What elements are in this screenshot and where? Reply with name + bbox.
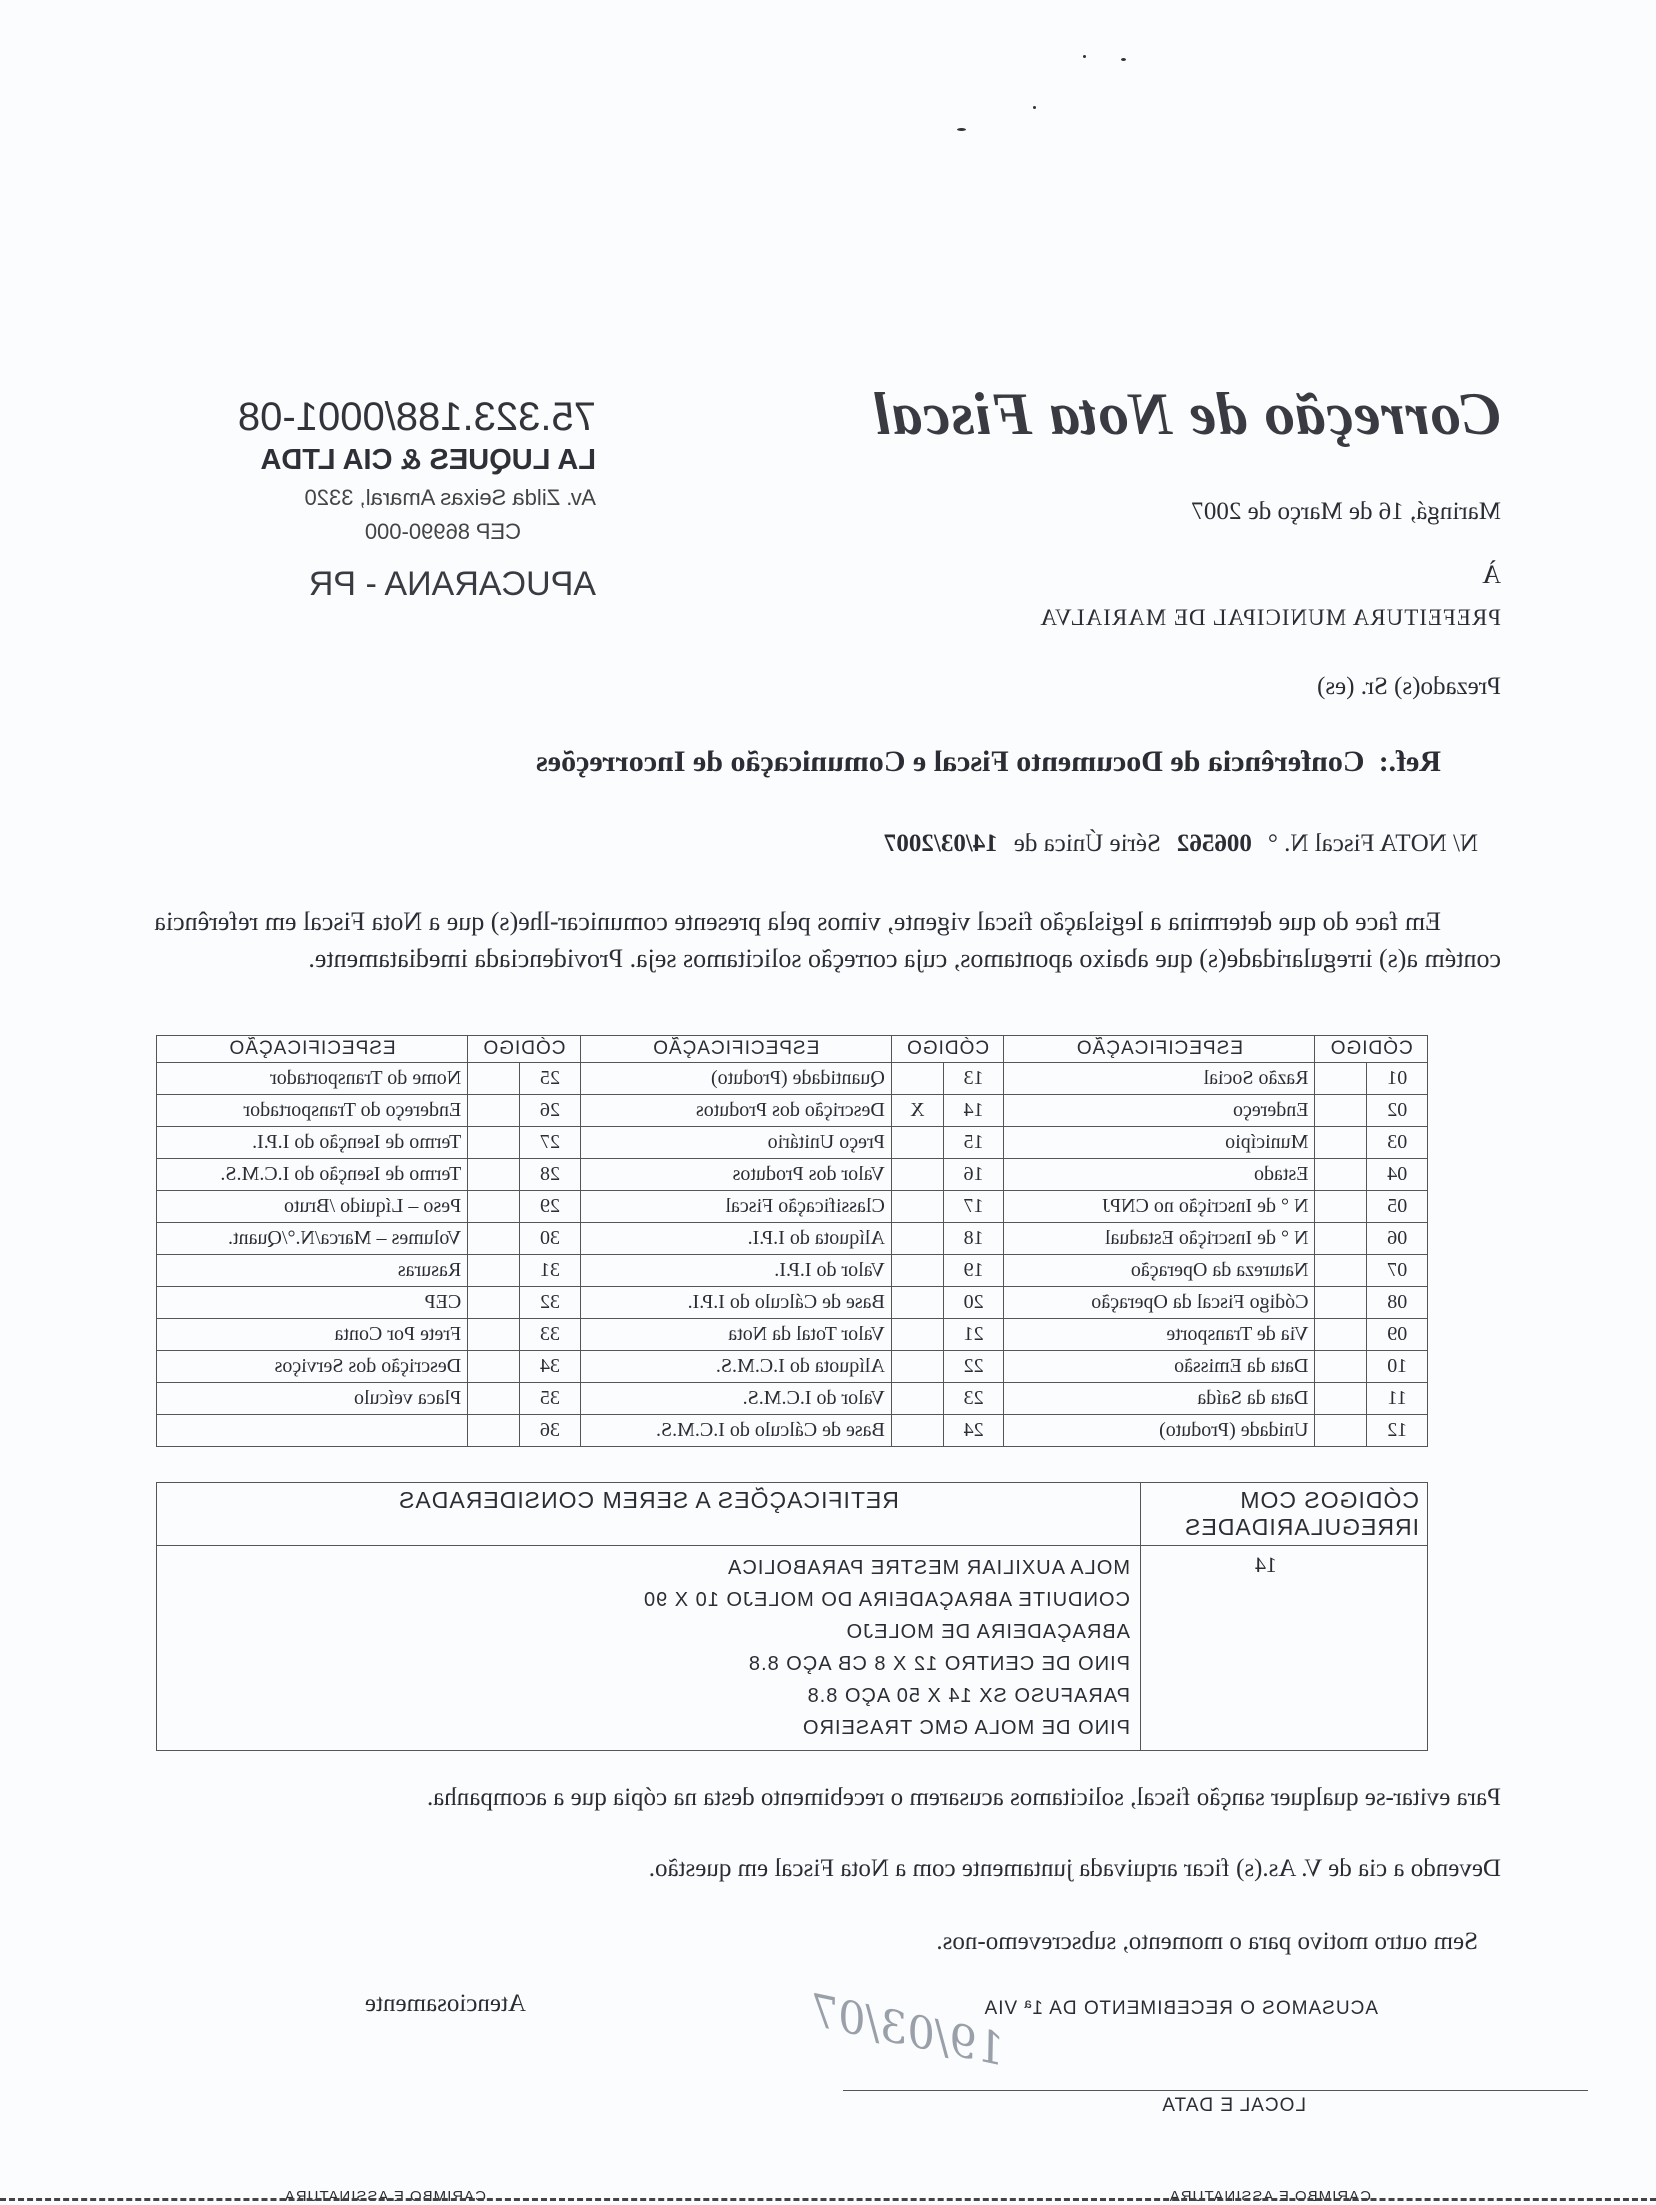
spec-cell: Valor do I.C.M.S. [580, 1383, 891, 1415]
corrections-row [157, 1546, 1428, 1751]
invoice-date: 14/03/2007 [883, 830, 998, 857]
mark-cell [468, 1319, 520, 1351]
code-cell: 32 [520, 1287, 581, 1319]
mark-cell [468, 1351, 520, 1383]
code-cell: 26 [520, 1095, 581, 1127]
mark-cell [468, 1223, 520, 1255]
code-cell: 31 [520, 1255, 581, 1287]
codes-table [156, 1035, 1428, 1447]
spec-cell: Frete Por Conta [157, 1319, 468, 1351]
mark-cell [468, 1287, 520, 1319]
mark-cell [891, 1223, 943, 1255]
company-cnpj: 75.323.188/0001-08 [237, 395, 596, 439]
mark-cell [1315, 1287, 1367, 1319]
spec-cell: Endereço [1004, 1095, 1315, 1127]
code-cell: 02 [1367, 1095, 1428, 1127]
document-title: Correção de Nota Fiscal [873, 381, 1501, 447]
reference-text: Conferência de Documento Fiscal e Comunicação de Incorreções [536, 745, 1365, 778]
place-date: Maringá, 16 de Março de 2007 [1191, 498, 1501, 525]
recipient-name: PREFEITURA MUNICIPAL DE MARIALVA [1039, 605, 1501, 630]
reference-label: Ref.: [1378, 745, 1441, 778]
closing-paragraph-2: Devendo a cia de V. As.(s) ficar arquivada juntamente com a Nota Fiscal em questão. [648, 1855, 1501, 1882]
stamp-label-right: CARIMBO E ASSINATURA [283, 2188, 486, 2205]
mark-cell [468, 1095, 520, 1127]
column-header-spec: ESPECIFICAÇÃO [157, 1036, 468, 1063]
spec-cell: Termo de Isenção do I.C.M.S. [157, 1159, 468, 1191]
spec-cell: N ° de Inscrição no CNPJ [1004, 1191, 1315, 1223]
spec-cell: Valor Total da Nota [580, 1319, 891, 1351]
spec-cell: Alíquota do I.C.M.S. [580, 1351, 891, 1383]
invoice-label: N/ NOTA Fiscal N. ° [1267, 830, 1478, 857]
table-row [157, 1191, 1428, 1223]
irregular-codes-header: CÓDIGOS COM IRREGULARIDADES [1141, 1483, 1428, 1546]
mark-cell [891, 1127, 943, 1159]
spec-cell: N ° de Inscrição Estadual [1004, 1223, 1315, 1255]
code-cell: 27 [520, 1127, 581, 1159]
spec-cell: Via de Transporte [1004, 1319, 1315, 1351]
spec-cell: Base de Cálculo do I.C.M.S. [580, 1415, 891, 1447]
mark-cell [891, 1415, 943, 1447]
table-row [157, 1063, 1428, 1095]
mark-cell [1315, 1383, 1367, 1415]
code-cell: 19 [943, 1255, 1004, 1287]
mark-cell [1315, 1191, 1367, 1223]
code-cell: 17 [943, 1191, 1004, 1223]
spec-cell: Endereço do Transportador [157, 1095, 468, 1127]
code-cell: 10 [1367, 1351, 1428, 1383]
table-row [157, 1095, 1428, 1127]
code-cell: 35 [520, 1383, 581, 1415]
code-cell: 13 [943, 1063, 1004, 1095]
intro-paragraph: Em face do que determina a legislação fiscal vigente, vimos pela presente comunicar-lhe(s) que a Nota Fiscal em referência contém a(s) irregularidade(s) que abaixo apontamos, cuja correção solicitamos seja. Providenciada imediatamente. [154, 907, 1501, 973]
invoice-number: 006562 [1176, 830, 1252, 857]
place-date-label: LOCAL E DATA [1161, 2095, 1306, 2116]
mark-cell [1315, 1095, 1367, 1127]
spec-cell: Descrição dos Serviços [157, 1351, 468, 1383]
spec-cell: Base de Cálculo do I.P.I. [580, 1287, 891, 1319]
spec-cell: Valor dos Produtos [580, 1159, 891, 1191]
closing-paragraph-1: Para evitar-se qualquer sanção fiscal, solicitamos acusarem o recebimento desta na cópia que a acompanha. [426, 1784, 1501, 1811]
code-cell: 04 [1367, 1159, 1428, 1191]
closing-paragraph-3: Sem outro motivo para o momento, subscrevemo-nos. [936, 1928, 1478, 1955]
mark-cell [891, 1255, 943, 1287]
spec-cell: Placa veículo [157, 1383, 468, 1415]
codes-table-body [157, 1063, 1428, 1447]
code-cell: 34 [520, 1351, 581, 1383]
spec-cell: CEP [157, 1287, 468, 1319]
code-cell: 29 [520, 1191, 581, 1223]
correction-item: PINO DE CENTRO 12 X 8 CB AÇO 8.8 [747, 1653, 1130, 1675]
scan-speck [1083, 55, 1086, 58]
mark-cell [1315, 1063, 1367, 1095]
mark-cell [891, 1191, 943, 1223]
code-cell: 23 [943, 1383, 1004, 1415]
table-row [157, 1255, 1428, 1287]
table-row [157, 1383, 1428, 1415]
code-cell: 14 [943, 1095, 1004, 1127]
mark-cell [468, 1127, 520, 1159]
company-name: LA LUQUES & CIA LTDA [260, 444, 596, 476]
mark-cell [1315, 1255, 1367, 1287]
table-row [157, 1127, 1428, 1159]
corrections-list [167, 1552, 1130, 1744]
spec-cell: Descrição dos Produtos [580, 1095, 891, 1127]
mark-cell [1315, 1159, 1367, 1191]
invoice-line [868, 830, 1478, 858]
code-cell: 18 [943, 1223, 1004, 1255]
correction-item: CONDUITE ABRAÇADEIRA DO MOLEJO 10 X 90 [642, 1589, 1130, 1611]
code-cell: 36 [520, 1415, 581, 1447]
spec-cell: Volumes – Marca/N.°/Quant. [157, 1223, 468, 1255]
mark-cell [468, 1191, 520, 1223]
code-cell: 20 [943, 1287, 1004, 1319]
company-stamp [176, 395, 596, 604]
spec-cell: Código Fiscal da Operação [1004, 1287, 1315, 1319]
recipient-prefix: À [1482, 560, 1501, 589]
stamp-label-left: CARIMBO E ASSINATURA [1168, 2188, 1371, 2205]
spec-cell: Data da Emissão [1004, 1351, 1315, 1383]
mark-cell [891, 1383, 943, 1415]
spec-cell: Alíquota do I.P.I. [580, 1223, 891, 1255]
correction-item: MOLA AUXILIAR MESTRE PARABOLICA [727, 1557, 1130, 1579]
mark-cell [468, 1063, 520, 1095]
reference-line [536, 745, 1441, 779]
signature-line [843, 2090, 1588, 2091]
spec-cell: Estado [1004, 1159, 1315, 1191]
spec-cell: Termo de Isenção do I.P.I. [157, 1127, 468, 1159]
code-cell: 01 [1367, 1063, 1428, 1095]
mark-cell [891, 1159, 943, 1191]
mark-cell: X [891, 1095, 943, 1127]
code-cell: 12 [1367, 1415, 1428, 1447]
company-cep: CEP 86990-000 [364, 519, 521, 544]
spec-cell: Unidade (Produto) [1004, 1415, 1315, 1447]
mark-cell [468, 1255, 520, 1287]
code-cell: 22 [943, 1351, 1004, 1383]
correction-item: ABRAÇADEIRA DE MOLEJO [845, 1621, 1130, 1643]
mark-cell [468, 1415, 520, 1447]
mark-cell [1315, 1319, 1367, 1351]
spec-cell: Data da Saída [1004, 1383, 1315, 1415]
code-cell: 07 [1367, 1255, 1428, 1287]
code-cell: 24 [943, 1415, 1004, 1447]
invoice-series: Série Única de [1013, 830, 1161, 857]
code-cell: 05 [1367, 1191, 1428, 1223]
codes-table-header [157, 1036, 1428, 1063]
spec-cell: Quantidade (Produto) [580, 1063, 891, 1095]
code-cell: 25 [520, 1063, 581, 1095]
mark-cell [891, 1287, 943, 1319]
spec-cell: Peso – Líquido /Bruto [157, 1191, 468, 1223]
table-row [157, 1319, 1428, 1351]
company-city: APUCARANA - PR [308, 565, 596, 603]
salutation: Prezado(s) Sr. (es) [1317, 673, 1501, 700]
column-header-spec: ESPECIFICAÇÃO [1004, 1036, 1315, 1063]
spec-cell: Natureza da Operação [1004, 1255, 1315, 1287]
mark-cell [1315, 1351, 1367, 1383]
code-cell: 16 [943, 1159, 1004, 1191]
spec-cell: Valor do I.P.I. [580, 1255, 891, 1287]
mark-cell [1315, 1127, 1367, 1159]
mark-cell [891, 1319, 943, 1351]
corrections-header-label: RETIFICAÇÕES A SEREM CONSIDERADAS [157, 1483, 1141, 1546]
spec-cell: Rasuras [157, 1255, 468, 1287]
column-header-code: CÓDIGO [468, 1036, 581, 1063]
spec-cell: Classificação Fiscal [580, 1191, 891, 1223]
mark-cell [1315, 1415, 1367, 1447]
irregular-code-value: 14 [1255, 1552, 1277, 1577]
corrections-header [157, 1483, 1428, 1546]
correction-item: PARAFUSO SX 14 X 50 AÇO 8.8 [806, 1685, 1130, 1707]
column-header-code: CÓDIGO [891, 1036, 1004, 1063]
code-cell: 08 [1367, 1287, 1428, 1319]
code-cell: 33 [520, 1319, 581, 1351]
corrections-table [156, 1482, 1428, 1751]
column-header-code: CÓDIGO [1315, 1036, 1428, 1063]
table-row [157, 1159, 1428, 1191]
mark-cell [468, 1383, 520, 1415]
table-row [157, 1223, 1428, 1255]
code-cell: 06 [1367, 1223, 1428, 1255]
code-cell: 28 [520, 1159, 581, 1191]
scan-speck [1121, 58, 1126, 61]
spec-cell [157, 1415, 468, 1447]
company-address: Av. Zilda Seixas Amaral, 3320 [304, 485, 596, 510]
column-header-spec: ESPECIFICAÇÃO [580, 1036, 891, 1063]
spec-cell: Nome do Transportador [157, 1063, 468, 1095]
table-row [157, 1415, 1428, 1447]
mark-cell [468, 1159, 520, 1191]
table-row [157, 1351, 1428, 1383]
mark-cell [891, 1351, 943, 1383]
bottom-dashed-rule [0, 2198, 1656, 2201]
regards-text: Atenciosamente [364, 1990, 526, 2017]
code-cell: 21 [943, 1319, 1004, 1351]
scan-speck [957, 128, 966, 131]
acknowledgement-text: ACUSAMOS O RECEBIMENTO DA 1ª VIA [983, 1998, 1378, 2019]
correction-item: PINO DE MOLA GMC TRASEIRO [801, 1717, 1130, 1739]
mark-cell [1315, 1223, 1367, 1255]
scan-speck [1033, 106, 1036, 109]
spec-cell: Razão Social [1004, 1063, 1315, 1095]
table-row [157, 1287, 1428, 1319]
code-cell: 30 [520, 1223, 581, 1255]
code-cell: 03 [1367, 1127, 1428, 1159]
code-cell: 15 [943, 1127, 1004, 1159]
spec-cell: Município [1004, 1127, 1315, 1159]
code-cell: 09 [1367, 1319, 1428, 1351]
mark-cell [891, 1063, 943, 1095]
handwritten-date: 19/03/07 [805, 1985, 1010, 2076]
spec-cell: Preço Unitário [580, 1127, 891, 1159]
code-cell: 11 [1367, 1383, 1428, 1415]
